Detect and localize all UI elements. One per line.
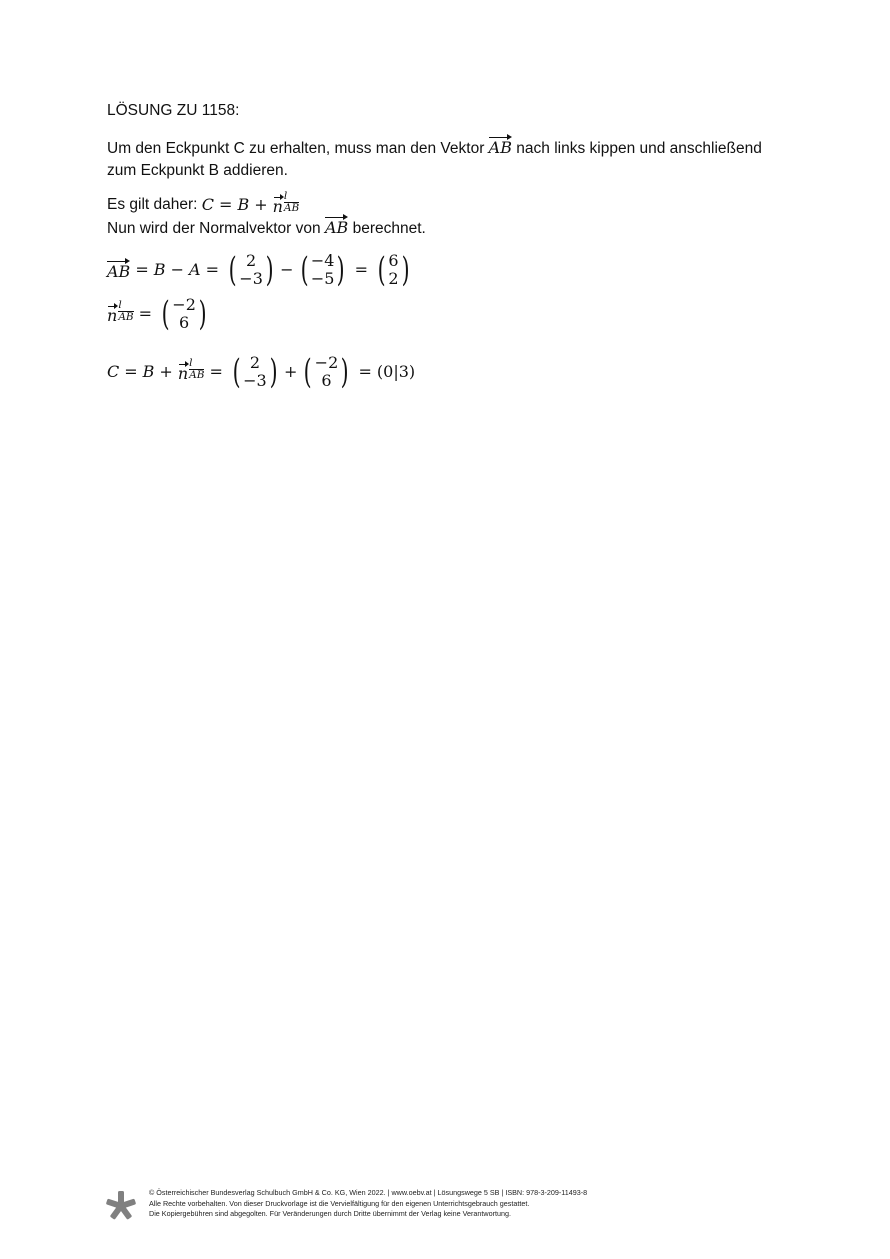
- vector-entry: 2: [249, 353, 261, 372]
- vector-entry: −4: [310, 251, 335, 270]
- intro-text-2: nach links kippen und anschließend zum Eckpunkt B addieren.: [107, 140, 762, 179]
- column-vector-b: ( 2 −3 ): [232, 352, 278, 392]
- normal-vector-n: n: [272, 196, 283, 216]
- equation-ab: [107, 252, 787, 288]
- eq-sign: =: [138, 304, 153, 323]
- normal-vector-sup: l: [118, 299, 122, 311]
- normal-text-2: berechnet.: [352, 220, 426, 237]
- rule-eq: =: [219, 195, 233, 214]
- intro-text-1: Um den Eckpunkt C zu erhalten, muss man den Vektor: [107, 140, 485, 157]
- footer-rights: Alle Rechte vorbehalten. Von dieser Druckvorlage ist die Vervielfältigung für den eigenen Unterrichtsgebrauch gestattet.: [149, 1198, 530, 1208]
- page-footer: [105, 1188, 785, 1222]
- eq-c: C: [107, 362, 120, 381]
- vector-entry: 6: [321, 371, 332, 390]
- column-vector-a: ( −4 −5 ): [300, 250, 346, 290]
- rule-text: Es gilt daher:: [107, 196, 198, 213]
- column-vector-normal-result: ( −2 6 ): [161, 294, 207, 334]
- solution-heading: LÖSUNG ZU 1158:: [107, 102, 240, 119]
- normal-vector-symbol: [272, 190, 300, 216]
- normal-text-1: Nun wird der Normalvektor von: [107, 220, 321, 237]
- eq-b-minus-a: B − A: [153, 260, 201, 279]
- eq-sign: =: [205, 260, 220, 279]
- rule-plus: +: [254, 195, 268, 214]
- vector-ab: AB: [488, 138, 512, 157]
- eq-sign: =: [358, 362, 372, 381]
- vector-entry: 6: [179, 313, 190, 332]
- eq-b: B: [142, 362, 155, 381]
- solution-content: [107, 100, 787, 390]
- equation-c: [107, 354, 787, 390]
- vector-entry: 2: [388, 269, 399, 288]
- normal-vector-sup: l: [283, 190, 288, 202]
- normal-sentence: [107, 216, 787, 240]
- footer-text: [149, 1188, 587, 1220]
- rule-line: [107, 190, 787, 216]
- normal-vector-sub: AB: [189, 369, 205, 381]
- normal-vector-symbol: [177, 357, 205, 383]
- column-vector-ab-result: ( 6 2 ): [377, 250, 410, 290]
- normal-vector-sub: AB: [283, 202, 300, 214]
- footer-disclaimer: Die Kopiergebühren sind abgegolten. Für Veränderungen durch Dritte übernimmt der Verlag keine Verantwortung.: [149, 1209, 511, 1218]
- normal-vector-n: n: [107, 305, 118, 325]
- normal-vector-symbol: [107, 299, 134, 325]
- vector-ab: AB: [324, 218, 349, 237]
- column-vector-normal: ( −2 6 ): [304, 352, 349, 392]
- footer-copyright: © Österreichischer Bundesverlag Schulbuch GmbH & Co. KG, Wien 2022. | www.oebv.at | Lösungswege 5 SB | ISBN: 978-3-209-11493-8: [149, 1188, 588, 1197]
- eq-sign: =: [209, 362, 223, 381]
- minus-sign: −: [280, 260, 294, 279]
- vector-entry: 6: [388, 251, 399, 270]
- eq-sign: =: [124, 362, 138, 381]
- vector-entry: 2: [245, 251, 257, 270]
- normal-vector-sup: l: [189, 357, 193, 369]
- vector-ab: AB: [107, 262, 131, 281]
- vector-entry: −2: [172, 295, 196, 314]
- eq-sign: =: [354, 260, 369, 279]
- plus-sign: +: [283, 362, 298, 381]
- intro-paragraph: [107, 136, 787, 182]
- plus-sign: +: [159, 362, 173, 381]
- normal-vector-n: n: [177, 363, 189, 383]
- vector-entry: −2: [314, 353, 339, 372]
- rule-c: C: [201, 195, 215, 214]
- eq-sign: =: [135, 260, 149, 279]
- equation-normal: [107, 296, 787, 332]
- vector-entry: −3: [243, 371, 267, 390]
- vector-entry: −3: [239, 269, 263, 288]
- rule-b: B: [237, 195, 250, 214]
- vector-entry: −5: [310, 269, 335, 288]
- normal-vector-sub: AB: [118, 311, 134, 323]
- oebv-asterisk-logo-icon: [105, 1190, 137, 1222]
- point-c-result: (0|3): [376, 362, 416, 381]
- column-vector-b: ( 2 −3 ): [228, 250, 274, 290]
